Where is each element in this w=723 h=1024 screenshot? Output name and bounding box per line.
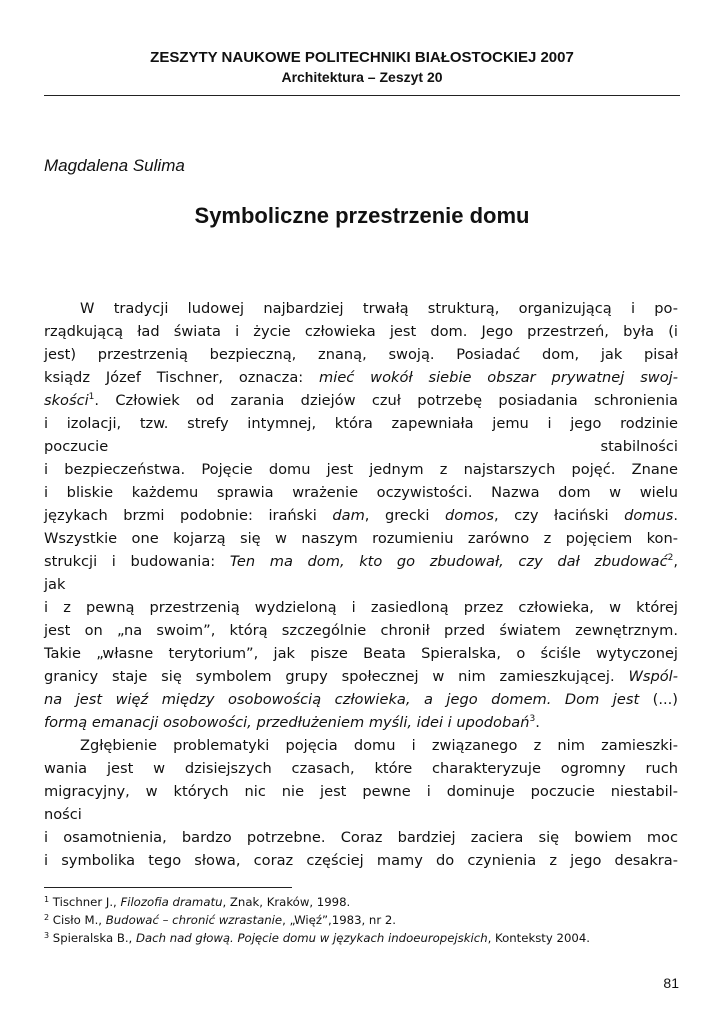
- body-line: i bezpieczeństwa. Pojęcie domu jest jednym z najstarszych pojęć. Znane: [44, 461, 678, 478]
- body-line: jest) przestrzenią bezpieczną, znaną, swoją. Posiadać dom, jak pisał: [44, 346, 678, 363]
- body-line: i bliskie każdemu sprawia wrażenie oczywistości. Nazwa dom w wielu: [44, 484, 678, 501]
- header-rule: [44, 95, 680, 96]
- body-line: językach brzmi podobnie: irański dam, grecki domos, czy łaciński domus.: [44, 507, 679, 524]
- body-line: Zgłębienie problematyki pojęcia domu i związanego z nim zamieszki-: [80, 737, 678, 754]
- footnote-ref: 1: [88, 392, 95, 402]
- body-line: strukcji i budowania: Ten ma dom, kto go zbudował, czy dał zbudować$^2$,: [44, 553, 678, 570]
- page-number: 81: [663, 975, 679, 991]
- body-line: granicy staje się symbolem grupy społecznej w nim zamieszkującej. Wspól-: [44, 668, 678, 685]
- footnote-2: $^2$ Cisło M., Budować – chronić wzrastanie, „Więź”,1983, nr 2.: [44, 913, 397, 927]
- body-line: na jest więź między osobowością człowieka, a jego domem. Dom jest (...): [44, 691, 678, 708]
- body-line: Wszystkie one kojarzą się w naszym rozumieniu zarówno z pojęciem kon-: [44, 530, 678, 547]
- body-line: rządkującą ład świata i życie człowieka jest dom. Jego przestrzeń, była (i: [44, 323, 678, 340]
- body-line: ności: [44, 806, 82, 823]
- footnote-ref: 3: [529, 714, 536, 724]
- journal-title: ZESZYTY NAUKOWE POLITECHNIKI BIAŁOSTOCKIEJ 2007: [150, 49, 574, 66]
- body-line: ksiądz Józef Tischner, oznacza: mieć wokół siebie obszar prywatnej swoj-: [44, 369, 678, 386]
- body-line: jak: [44, 576, 66, 593]
- body-line: Takie „własne terytorium”, jak pisze Beata Spieralska, o ściśle wytyczonej: [44, 645, 678, 662]
- body-line: skości$^1$. Człowiek od zarania dziejów czuł potrzebę posiadania schronienia: [44, 392, 678, 409]
- body-line: formą emanacji osobowości, przedłużeniem myśli, idei i upodobań$^3$.: [44, 714, 540, 731]
- body-line: i izolacji, tzw. strefy intymnej, która zapewniała jemu i jego rodzinie: [44, 415, 678, 432]
- running-header: [44, 48, 680, 86]
- body-line: migracyjny, w których nic nie jest pewne i dominuje poczucie niestabil-: [44, 783, 678, 800]
- body-line: wania jest w dzisiejszych czasach, które charakteryzuje ogromny ruch: [44, 760, 678, 777]
- article-title: Symboliczne przestrzenie domu: [194, 203, 530, 228]
- footnote-rule: [44, 887, 292, 888]
- body-line: i symbolika tego słowa, coraz częściej mamy do czynienia z jego desakra-: [44, 852, 678, 869]
- body-line: i osamotnienia, bardzo potrzebne. Coraz bardziej zaciera się bowiem moc: [44, 829, 678, 846]
- body-line: jest on „na swoim”, którą szczególnie chronił przed światem zewnętrznym.: [44, 622, 678, 639]
- body-line: i z pewną przestrzenią wydzieloną i zasiedloną przez człowieka, w której: [44, 599, 678, 616]
- footnote-3: $^3$ Spieralska B., Dach nad głową. Pojęcie domu w językach indoeuropejskich, Konteksty 2004.: [44, 931, 590, 945]
- footnote-1: $^1$ Tischner J., Filozofia dramatu, Znak, Kraków, 1998.: [44, 895, 351, 909]
- body-line: W tradycji ludowej najbardziej trwałą strukturą, organizującą i po-: [80, 300, 678, 317]
- body-line: poczucie stabilności: [44, 438, 678, 455]
- footnote-ref: 2: [667, 553, 674, 563]
- author-name: Magdalena Sulima: [44, 156, 185, 175]
- journal-issue: Architektura – Zeszyt 20: [281, 69, 443, 85]
